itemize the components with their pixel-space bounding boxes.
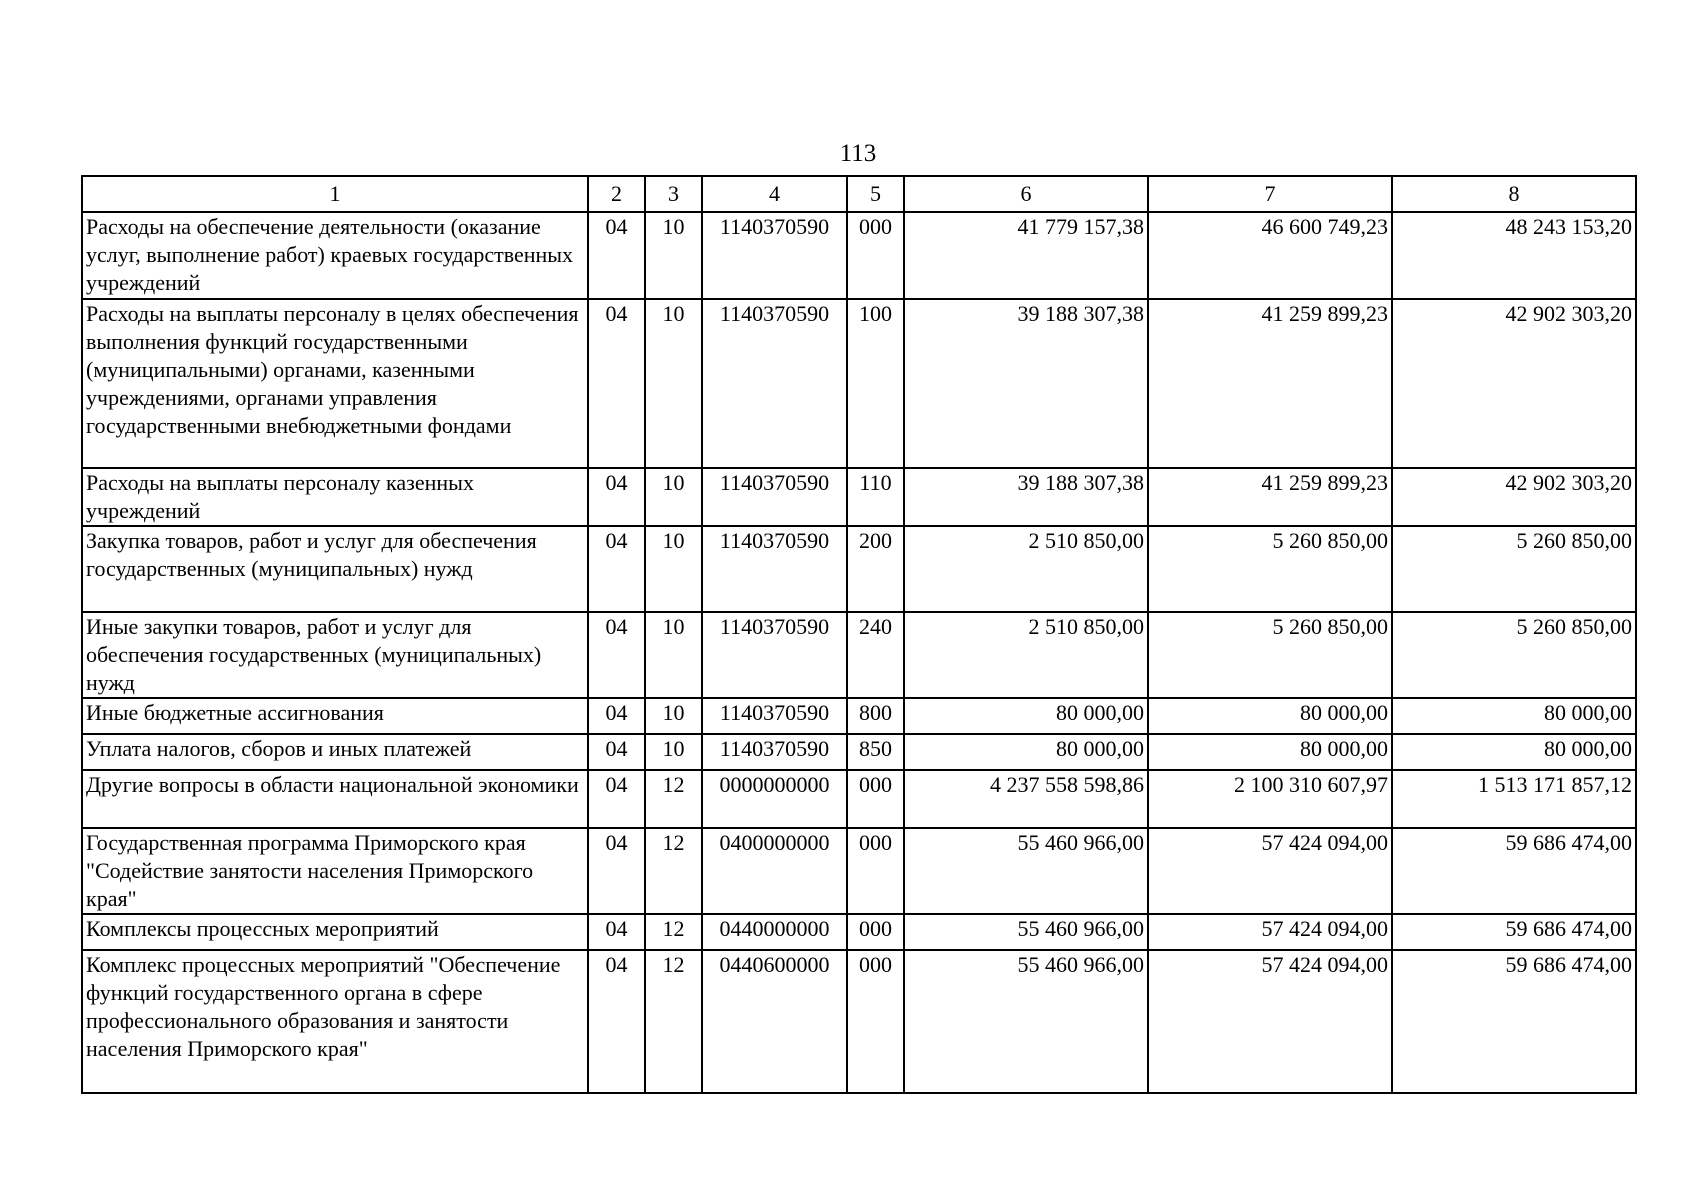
amount-col-8: 1 513 171 857,12 [1392, 770, 1636, 828]
expense-type-code: 850 [847, 734, 904, 770]
section-code: 04 [588, 914, 645, 950]
amount-col-7: 46 600 749,23 [1148, 212, 1392, 299]
subsection-code: 12 [645, 914, 702, 950]
target-article-code: 1140370590 [702, 212, 847, 299]
expense-type-code: 000 [847, 770, 904, 828]
column-header: 4 [702, 176, 847, 212]
target-article-code: 0400000000 [702, 828, 847, 914]
amount-col-7: 5 260 850,00 [1148, 612, 1392, 698]
budget-table [81, 175, 1637, 1094]
amount-col-7: 57 424 094,00 [1148, 828, 1392, 914]
column-header: 2 [588, 176, 645, 212]
amount-col-6: 55 460 966,00 [904, 950, 1148, 1093]
row-name: Другие вопросы в области национальной экономики [82, 770, 588, 828]
row-name: Иные бюджетные ассигнования [82, 698, 588, 734]
target-article-code: 0440000000 [702, 914, 847, 950]
amount-col-6: 2 510 850,00 [904, 526, 1148, 612]
amount-col-7: 57 424 094,00 [1148, 950, 1392, 1093]
amount-col-6: 80 000,00 [904, 734, 1148, 770]
amount-col-8: 5 260 850,00 [1392, 526, 1636, 612]
column-header: 3 [645, 176, 702, 212]
expense-type-code: 100 [847, 299, 904, 468]
section-code: 04 [588, 212, 645, 299]
table-row [82, 612, 1636, 698]
amount-col-7: 41 259 899,23 [1148, 299, 1392, 468]
amount-col-6: 4 237 558 598,86 [904, 770, 1148, 828]
section-code: 04 [588, 950, 645, 1093]
row-name: Расходы на выплаты персоналу в целях обеспечения выполнения функций государственными (муниципальными) органами, казенными учреждениями, органами управления государственными внебюджетными фондами [82, 299, 588, 468]
subsection-code: 12 [645, 770, 702, 828]
row-name: Уплата налогов, сборов и иных платежей [82, 734, 588, 770]
amount-col-7: 80 000,00 [1148, 734, 1392, 770]
expense-type-code: 000 [847, 950, 904, 1093]
table-row [82, 914, 1636, 950]
table-row [82, 950, 1636, 1093]
amount-col-6: 2 510 850,00 [904, 612, 1148, 698]
amount-col-6: 55 460 966,00 [904, 914, 1148, 950]
expense-type-code: 200 [847, 526, 904, 612]
target-article-code: 1140370590 [702, 526, 847, 612]
amount-col-7: 2 100 310 607,97 [1148, 770, 1392, 828]
section-code: 04 [588, 734, 645, 770]
subsection-code: 10 [645, 612, 702, 698]
page-number: 113 [839, 140, 877, 167]
subsection-code: 10 [645, 526, 702, 612]
subsection-code: 10 [645, 299, 702, 468]
section-code: 04 [588, 468, 645, 526]
expense-type-code: 000 [847, 212, 904, 299]
expense-type-code: 000 [847, 828, 904, 914]
subsection-code: 12 [645, 828, 702, 914]
column-header: 6 [904, 176, 1148, 212]
row-name: Расходы на выплаты персоналу казенных учреждений [82, 468, 588, 526]
target-article-code: 0440600000 [702, 950, 847, 1093]
amount-col-8: 59 686 474,00 [1392, 914, 1636, 950]
table-header-row [82, 176, 1636, 212]
row-name: Закупка товаров, работ и услуг для обеспечения государственных (муниципальных) нужд [82, 526, 588, 612]
row-name: Расходы на обеспечение деятельности (оказание услуг, выполнение работ) краевых государственных учреждений [82, 212, 588, 299]
target-article-code: 1140370590 [702, 698, 847, 734]
amount-col-6: 41 779 157,38 [904, 212, 1148, 299]
target-article-code: 0000000000 [702, 770, 847, 828]
amount-col-8: 42 902 303,20 [1392, 299, 1636, 468]
amount-col-7: 41 259 899,23 [1148, 468, 1392, 526]
column-header: 7 [1148, 176, 1392, 212]
table-row [82, 526, 1636, 612]
table-row [82, 734, 1636, 770]
amount-col-7: 57 424 094,00 [1148, 914, 1392, 950]
target-article-code: 1140370590 [702, 299, 847, 468]
amount-col-7: 80 000,00 [1148, 698, 1392, 734]
amount-col-7: 5 260 850,00 [1148, 526, 1392, 612]
section-code: 04 [588, 612, 645, 698]
target-article-code: 1140370590 [702, 612, 847, 698]
amount-col-8: 59 686 474,00 [1392, 950, 1636, 1093]
row-name: Государственная программа Приморского края "Содействие занятости населения Приморского края" [82, 828, 588, 914]
section-code: 04 [588, 299, 645, 468]
amount-col-8: 80 000,00 [1392, 698, 1636, 734]
column-header: 1 [82, 176, 588, 212]
column-header: 8 [1392, 176, 1636, 212]
expense-type-code: 110 [847, 468, 904, 526]
amount-col-6: 39 188 307,38 [904, 468, 1148, 526]
table-row [82, 212, 1636, 299]
table-row [82, 770, 1636, 828]
subsection-code: 10 [645, 698, 702, 734]
expense-type-code: 000 [847, 914, 904, 950]
amount-col-8: 48 243 153,20 [1392, 212, 1636, 299]
amount-col-6: 39 188 307,38 [904, 299, 1148, 468]
expense-type-code: 800 [847, 698, 904, 734]
section-code: 04 [588, 526, 645, 612]
table-row [82, 299, 1636, 468]
amount-col-8: 59 686 474,00 [1392, 828, 1636, 914]
row-name: Комплексы процессных мероприятий [82, 914, 588, 950]
section-code: 04 [588, 828, 645, 914]
row-name: Комплекс процессных мероприятий "Обеспечение функций государственного органа в сфере профессионального образования и занятости населения Приморского края" [82, 950, 588, 1093]
subsection-code: 10 [645, 212, 702, 299]
table-row [82, 828, 1636, 914]
target-article-code: 1140370590 [702, 734, 847, 770]
table-row [82, 698, 1636, 734]
amount-col-6: 80 000,00 [904, 698, 1148, 734]
amount-col-8: 5 260 850,00 [1392, 612, 1636, 698]
expense-type-code: 240 [847, 612, 904, 698]
column-header: 5 [847, 176, 904, 212]
section-code: 04 [588, 698, 645, 734]
row-name: Иные закупки товаров, работ и услуг для обеспечения государственных (муниципальных) нужд [82, 612, 588, 698]
amount-col-6: 55 460 966,00 [904, 828, 1148, 914]
subsection-code: 10 [645, 468, 702, 526]
table-row [82, 468, 1636, 526]
subsection-code: 10 [645, 734, 702, 770]
subsection-code: 12 [645, 950, 702, 1093]
target-article-code: 1140370590 [702, 468, 847, 526]
section-code: 04 [588, 770, 645, 828]
amount-col-8: 80 000,00 [1392, 734, 1636, 770]
amount-col-8: 42 902 303,20 [1392, 468, 1636, 526]
